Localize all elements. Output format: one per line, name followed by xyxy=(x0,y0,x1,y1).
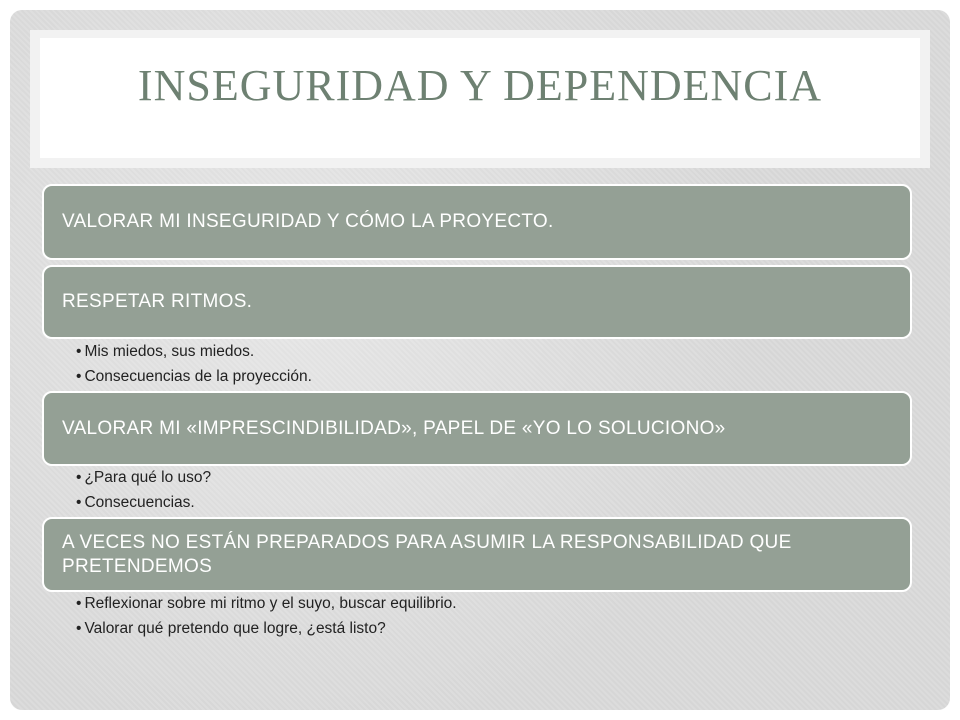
section-heading-1: VALORAR MI INSEGURIDAD Y CÓMO LA PROYECTO. xyxy=(62,211,554,232)
section-heading-4: A VECES NO ESTÁN PREPARADOS PARA ASUMIR LA RESPONSABILIDAD QUE PRETENDEMOS xyxy=(62,531,792,577)
bullet-item: • Consecuencias de la proyección. xyxy=(76,368,312,385)
bullet-item: • Mis miedos, sus miedos. xyxy=(76,343,255,360)
bullet-dot-icon: • xyxy=(76,368,82,385)
slide-title: INSEGURIDAD Y DEPENDENCIA xyxy=(137,61,823,110)
bullet-item: • Reflexionar sobre mi ritmo y el suyo, buscar equilibrio. xyxy=(76,595,457,612)
bullet-list-2 xyxy=(76,339,312,389)
bullet-list-4 xyxy=(76,591,457,641)
bullet-item: • ¿Para qué lo uso? xyxy=(76,469,212,486)
bullet-dot-icon: • xyxy=(76,595,82,612)
bullet-dot-icon: • xyxy=(76,343,82,360)
section-heading-3: VALORAR MI «IMPRESCINDIBILIDAD», PAPEL DE «YO LO SOLUCIONO» xyxy=(62,417,726,439)
bullet-dot-icon: • xyxy=(76,494,82,511)
title-area xyxy=(40,38,920,158)
bullet-dot-icon: • xyxy=(76,620,82,637)
section-box-3 xyxy=(42,391,912,466)
section-box-1 xyxy=(42,184,912,260)
bullet-list-3 xyxy=(76,465,211,515)
section-box-4 xyxy=(42,517,912,592)
bullet-item: • Consecuencias. xyxy=(76,494,195,511)
bullet-item: • Valorar qué pretendo que logre, ¿está listo? xyxy=(76,620,386,637)
section-box-2 xyxy=(42,265,912,339)
section-heading-2: RESPETAR RITMOS. xyxy=(62,291,253,312)
bullet-dot-icon: • xyxy=(76,469,82,486)
